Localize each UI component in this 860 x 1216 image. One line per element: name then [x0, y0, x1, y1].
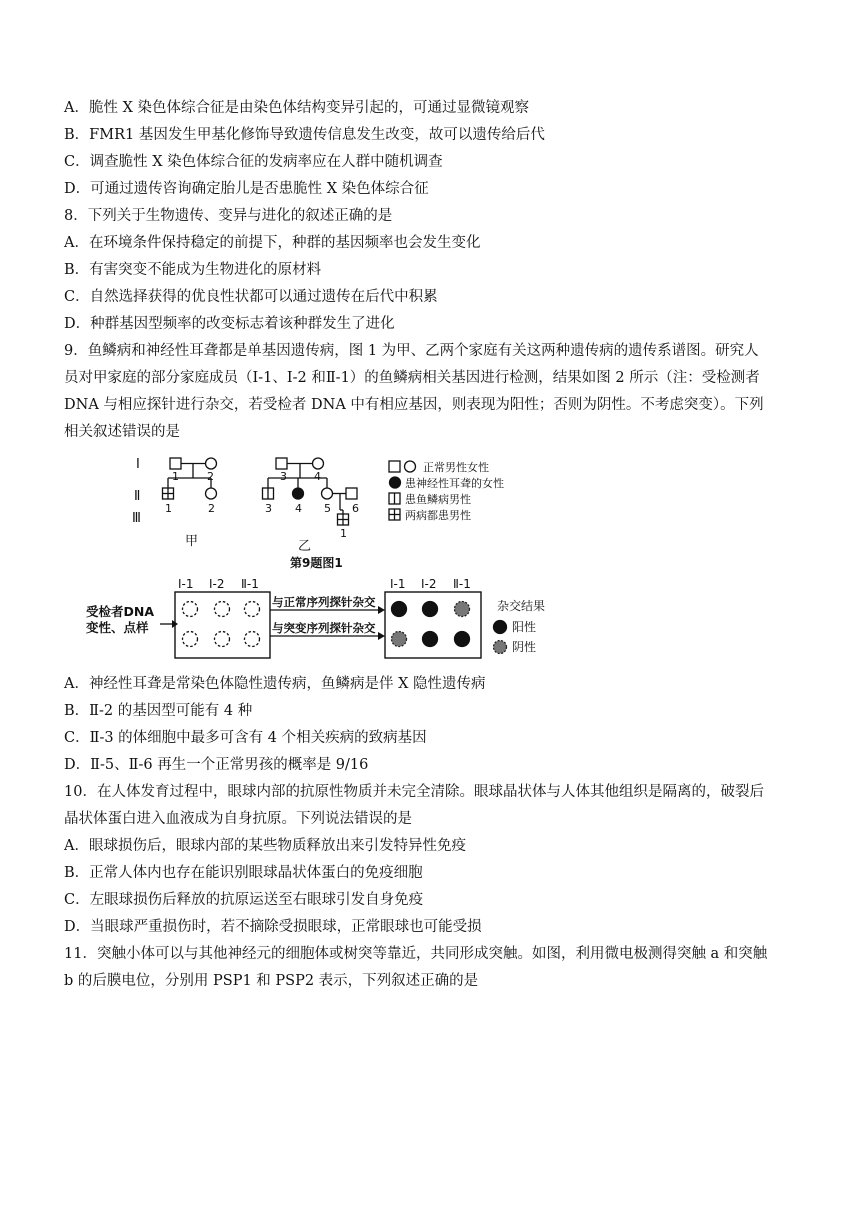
- result-legend-negative-symbol: [494, 641, 507, 654]
- result-column-label-I2: Ⅰ-2: [421, 577, 437, 591]
- legend-normal-label: 正常男性女性: [423, 461, 489, 474]
- sample-label-line-1: 受检者DNA: [86, 604, 155, 619]
- yi-II6-normal-male: [346, 488, 357, 499]
- yi-II3-number: 3: [265, 502, 272, 515]
- legend-deaf-female-label: 患神经性耳聋的女性: [405, 477, 504, 490]
- result-spot-positive: [392, 602, 407, 617]
- pedigree-jia: [163, 458, 217, 549]
- text-line: C．左眼球损伤后释放的抗原运送至右眼球引发自身免疫: [64, 892, 424, 908]
- text-line: B．FMR1 基因发生甲基化修饰导致遗传信息发生改变，故可以遗传给后代: [64, 127, 545, 143]
- result-legend-title: 杂交结果: [497, 599, 546, 613]
- result-legend-negative-label: 阴性: [512, 640, 537, 654]
- yi-III1-number: 1: [340, 527, 347, 540]
- pedigree-yi-label: 乙: [298, 539, 312, 554]
- sample-spot: [245, 632, 260, 647]
- text-line: A．在环境条件保持稳定的前提下，种群的基因频率也会发生变化: [64, 235, 481, 251]
- text-line: B．Ⅱ-2 的基因型可能有 4 种: [64, 703, 253, 719]
- text-line: C．Ⅱ-3 的体细胞中最多可含有 4 个相关疾病的致病基因: [64, 730, 427, 746]
- yi-I4-number: 4: [314, 470, 321, 483]
- generation-label-I: Ⅰ: [136, 457, 140, 472]
- sample-spot: [215, 602, 230, 617]
- text-line: 员对甲家庭的部分家庭成员（I-1、I-2 和Ⅱ-1）的鱼鳞病相关基因进行检测，结果如图 2 所示（注：受检测者: [64, 370, 760, 386]
- probe-mutant-label: 与突变序列探针杂交: [272, 621, 376, 635]
- jia-I2-number: 2: [207, 470, 214, 483]
- result-legend-positive-label: 阳性: [512, 620, 537, 634]
- result-spot-positive: [423, 602, 438, 617]
- pedigree-yi: [263, 458, 360, 554]
- jia-II2-number: 2: [208, 502, 215, 515]
- jia-II1-number: 1: [165, 502, 172, 515]
- jia-I1-normal-male: [170, 458, 181, 469]
- result-spot-positive: [455, 632, 470, 647]
- legend-normal-male-symbol: [389, 461, 400, 472]
- legend-ichthyosis-male-label: 患鱼鳞病男性: [405, 493, 471, 506]
- column-label-II1: Ⅱ-1: [241, 577, 259, 591]
- jia-II2-normal-female: [206, 488, 217, 499]
- legend-both-male-label: 两病都患男性: [405, 509, 471, 522]
- text-line: B．正常人体内也存在能识别眼球晶状体蛋白的免疫细胞: [64, 865, 423, 881]
- sample-spot: [245, 602, 260, 617]
- probe-normal-label: 与正常序列探针杂交: [272, 595, 376, 609]
- legend-normal-female-symbol: [405, 461, 416, 472]
- text-line: D．可通过遗传咨询确定胎儿是否患脆性 X 染色体综合征: [64, 181, 429, 197]
- text-line: DNA 与相应探针进行杂交，若受检者 DNA 中有相应基因，则表现为阳性；否则为阴性。不考虑突变）。下列: [64, 397, 764, 413]
- question-8-stem: 8．下列关于生物遗传、变异与进化的叙述正确的是: [64, 208, 393, 224]
- sample-spot: [215, 632, 230, 647]
- text-line: D．当眼球严重损伤时，若不摘除受损眼球，正常眼球也可能受损: [64, 919, 482, 935]
- text-line: 晶状体蛋白进入血液成为自身抗原。下列说法错误的是: [64, 811, 412, 827]
- pedigree-legend: [389, 460, 504, 522]
- generation-label-II: Ⅱ: [134, 489, 141, 504]
- yi-I3-number: 3: [280, 470, 287, 483]
- result-spot-negative: [392, 632, 407, 647]
- yi-I3-normal-male: [276, 458, 287, 469]
- figure-1-caption: 第9题图1: [290, 556, 343, 570]
- text-line: A．脆性 X 染色体综合征是由染色体结构变异引起的，可通过显微镜观察: [64, 100, 530, 116]
- result-column-label-I1: Ⅰ-1: [390, 577, 406, 591]
- result-column-label-II1: Ⅱ-1: [453, 577, 471, 591]
- generation-label-III: Ⅲ: [132, 511, 141, 526]
- result-spot-negative: [455, 602, 470, 617]
- sample-label-line-2: 变性、点样: [86, 620, 149, 635]
- column-label-I2: Ⅰ-2: [209, 577, 225, 591]
- legend-deaf-female-symbol: [390, 477, 401, 488]
- result-legend-positive-symbol: [494, 621, 507, 634]
- yi-II4-number: 4: [295, 502, 302, 515]
- text-line: D．种群基因型频率的改变标志着该种群发生了进化: [64, 316, 395, 332]
- text-line: C．自然选择获得的优良性状都可以通过遗传在后代中积累: [64, 289, 438, 305]
- column-label-I1: Ⅰ-1: [178, 577, 194, 591]
- text-line: 相关叙述错误的是: [64, 424, 180, 440]
- question-10-stem: 10．在人体发育过程中，眼球内部的抗原性物质并未完全清除。眼球晶状体与人体其他组织是隔离的，破裂后: [64, 784, 764, 800]
- yi-II5-number: 5: [324, 502, 331, 515]
- text-line: A．眼球损伤后，眼球内部的某些物质释放出来引发特异性免疫: [64, 838, 466, 854]
- question-11-stem: 11．突触小体可以与其他神经元的细胞体或树突等靠近，共同形成突触。如图，利用微电极测得突触 a 和突触: [64, 946, 768, 962]
- jia-I2-normal-female: [206, 458, 217, 469]
- text-line: b 的后膜电位，分别用 PSP1 和 PSP2 表示，下列叙述正确的是: [64, 973, 479, 989]
- hybridization-figure: [86, 577, 545, 658]
- yi-II5-normal-female: [322, 488, 333, 499]
- text-line: D．Ⅱ-5、Ⅱ-6 再生一个正常男孩的概率是 9/16: [64, 757, 369, 773]
- text-line: C．调查脆性 X 染色体综合征的发病率应在人群中随机调查: [64, 154, 443, 170]
- yi-I4-normal-female: [313, 458, 324, 469]
- result-spot-positive: [423, 632, 438, 647]
- yi-II6-number: 6: [352, 502, 359, 515]
- text-line: A．神经性耳聋是常染色体隐性遗传病，鱼鳞病是伴 X 隐性遗传病: [64, 676, 486, 692]
- question-9-stem: 9．鱼鳞病和神经性耳聋都是单基因遗传病，图 1 为甲、乙两个家庭有关这两种遗传病的遗传系谱图。研究人: [64, 343, 759, 359]
- pedigree-jia-label: 甲: [185, 534, 199, 549]
- text-line: B．有害突变不能成为生物进化的原材料: [64, 262, 322, 278]
- jia-I1-number: 1: [172, 470, 179, 483]
- sample-spot: [183, 632, 198, 647]
- yi-II4-deaf-female: [293, 488, 304, 499]
- sample-membrane: [175, 592, 270, 658]
- sample-spot: [183, 602, 198, 617]
